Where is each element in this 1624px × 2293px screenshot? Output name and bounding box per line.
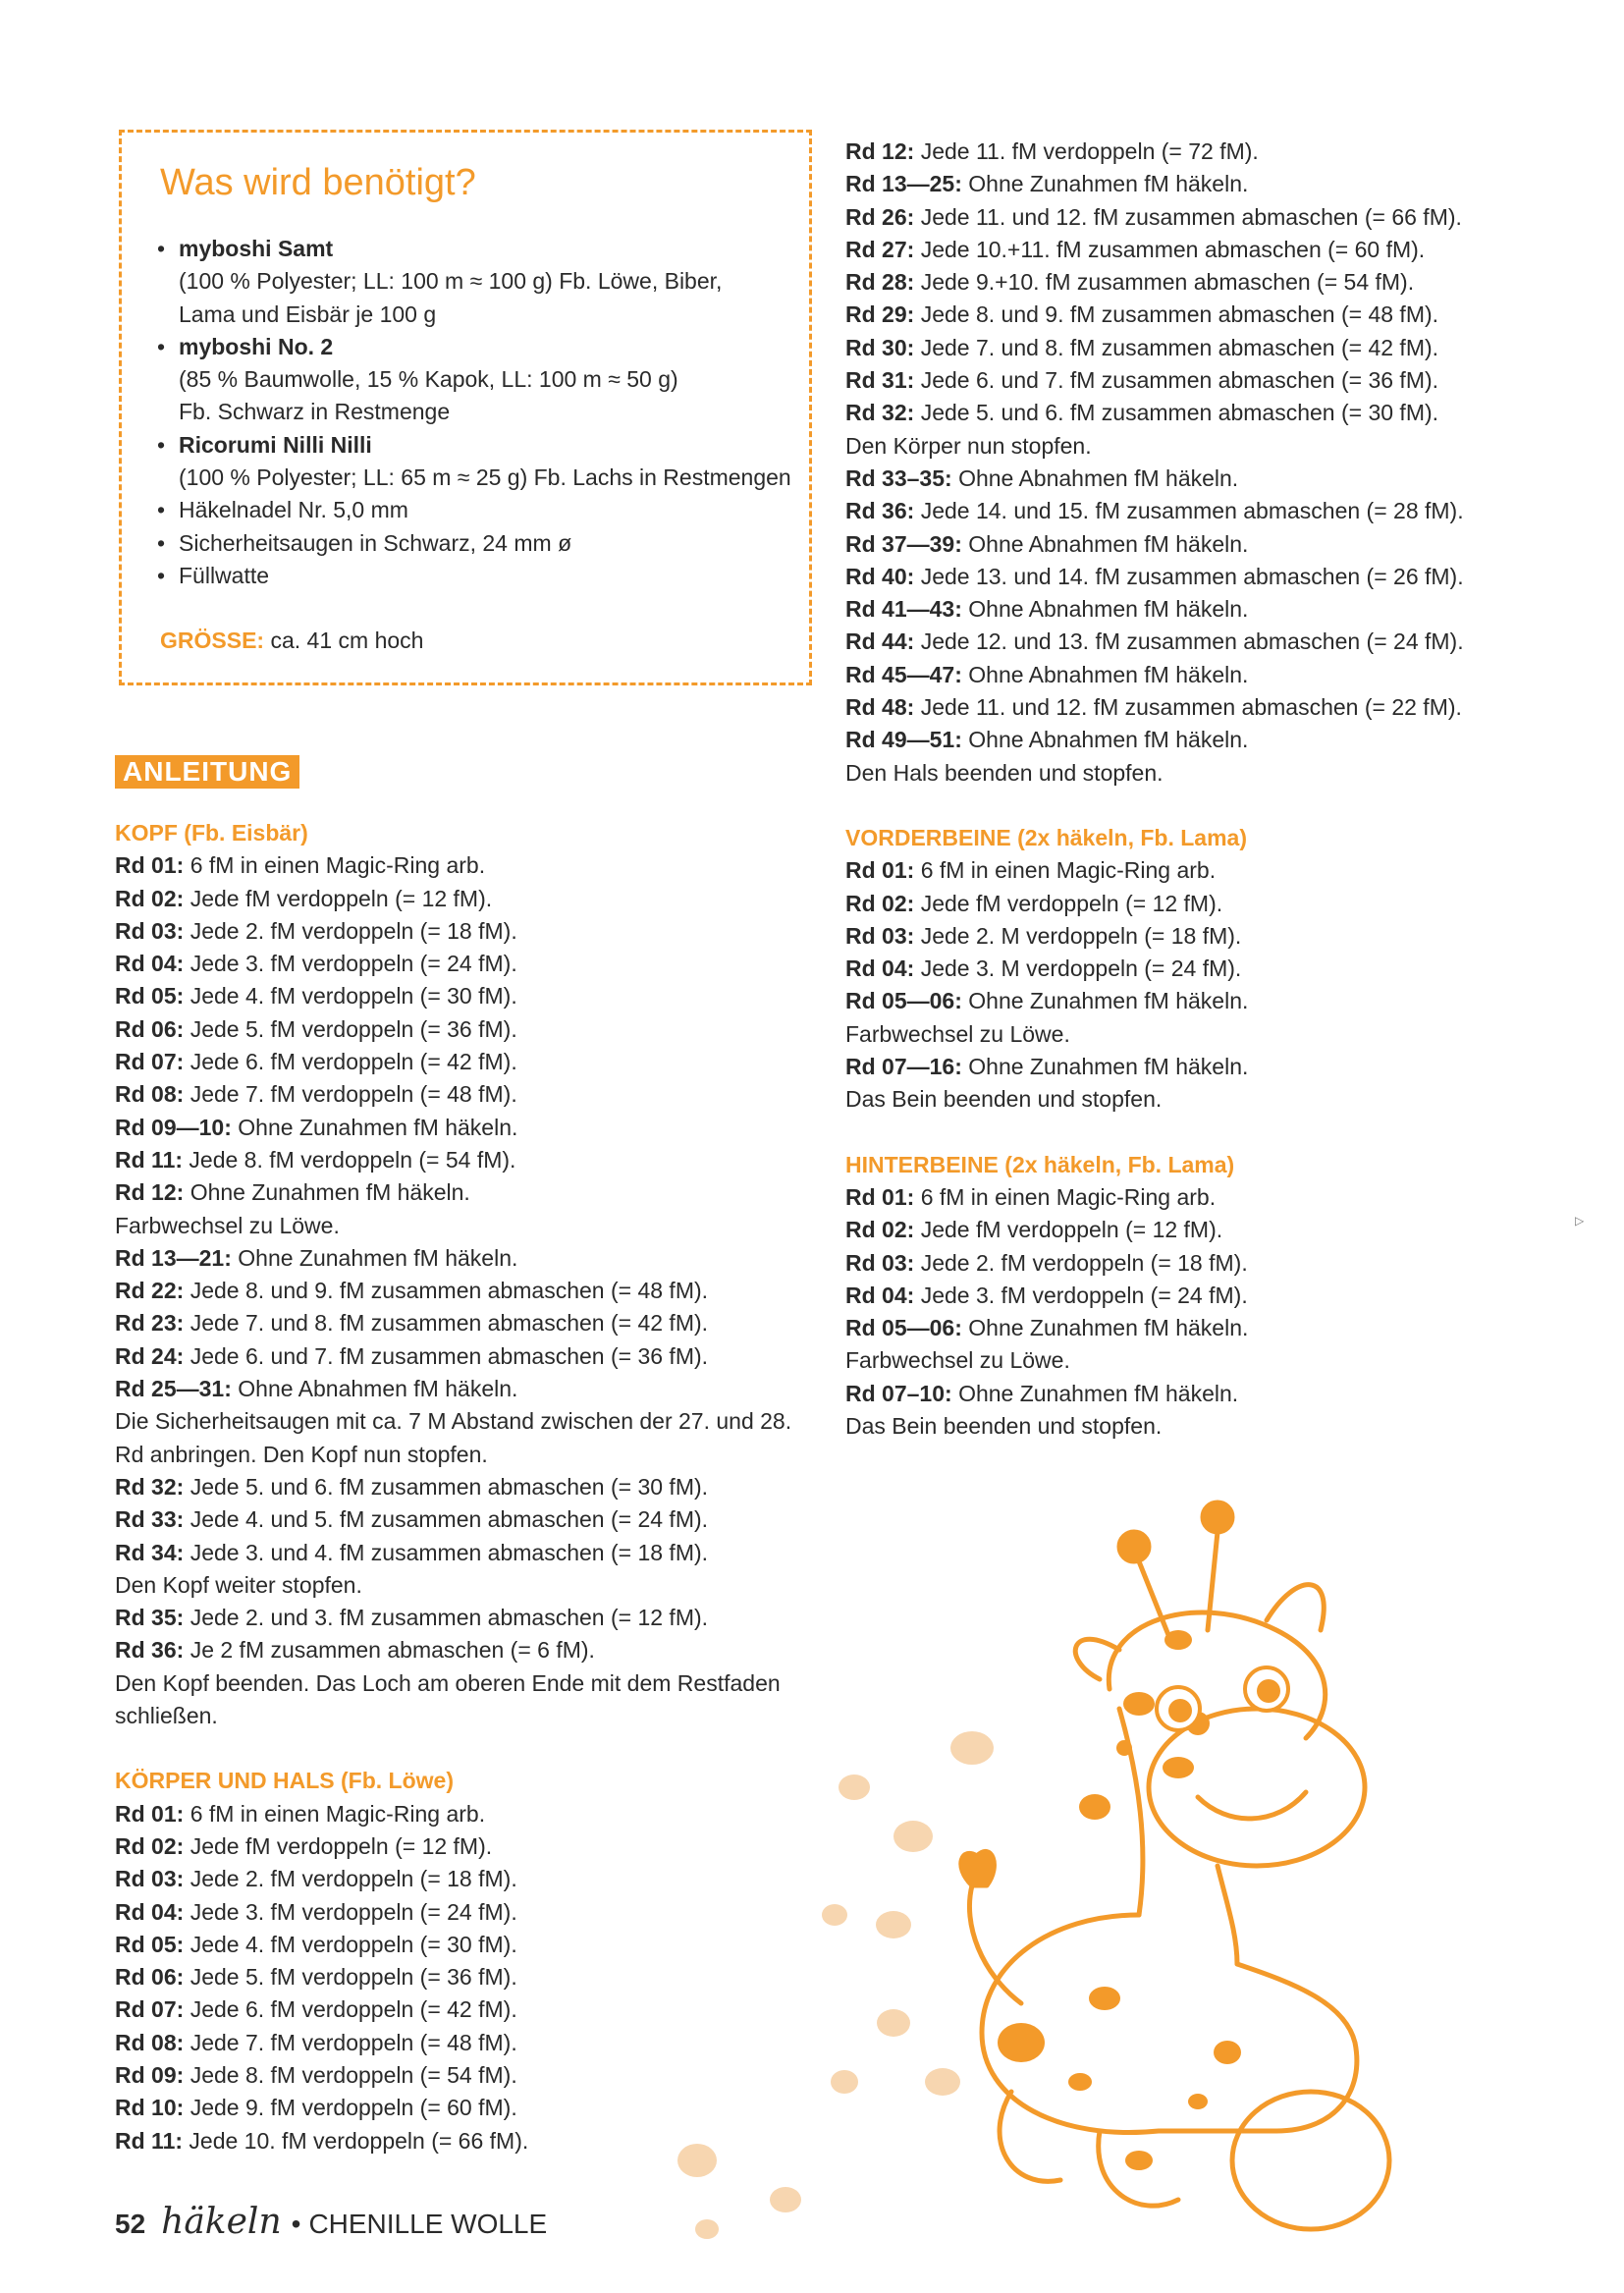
- round-text: Jede 8. fM verdoppeln (= 54 fM).: [189, 2061, 517, 2088]
- round-text: Jede 6. fM verdoppeln (= 42 fM).: [189, 1996, 517, 2023]
- round-label: Rd 44:: [845, 628, 915, 655]
- round-label: Rd 03:: [115, 917, 185, 944]
- round-instruction: [115, 1340, 802, 1373]
- round-label: Rd 12:: [115, 1179, 185, 1206]
- size-label: GRÖSSE:: [160, 628, 265, 653]
- round-text: 6 fM in einen Magic-Ring arb.: [189, 852, 486, 879]
- section-title: KÖRPER UND HALS (Fb. Löwe): [115, 1768, 454, 1794]
- giraffe-illustration: [589, 1453, 1473, 2259]
- round-instruction: [845, 985, 1474, 1017]
- round-text: Jede 8. und 9. fM zusammen abmaschen (= 48 fM).: [189, 1278, 709, 1304]
- round-text: Jede 7. und 8. fM zusammen abmaschen (= 42 fM).: [189, 1310, 709, 1337]
- round-label: Rd 04:: [115, 951, 185, 977]
- round-text: Ohne Abnahmen fM häkeln.: [968, 596, 1249, 623]
- magazine-brand: häkeln: [161, 2202, 282, 2242]
- round-text: Ohne Zunahmen fM häkeln.: [968, 1054, 1249, 1080]
- round-label: Rd 41—43:: [845, 596, 962, 623]
- round-instruction: [845, 691, 1474, 724]
- round-text: Jede 11. und 12. fM zusammen abmaschen (= 22 fM).: [920, 694, 1462, 721]
- round-text: Jede 10.+11. fM zusammen abmaschen (= 60 fM).: [920, 236, 1426, 262]
- round-instruction: [115, 948, 802, 980]
- round-label: Rd 48:: [845, 694, 915, 721]
- round-label: Rd 35:: [115, 1605, 185, 1631]
- material-detail: • Sicherheitsaugen in Schwarz, 24 mm ø: [179, 529, 572, 556]
- round-instruction: [115, 1307, 802, 1339]
- round-text: Jede 3. M verdoppeln (= 24 fM).: [920, 955, 1242, 982]
- round-instruction: [845, 266, 1474, 299]
- instruction-text: Rd anbringen. Den Kopf nun stopfen.: [115, 1441, 488, 1467]
- round-label: Rd 22:: [115, 1278, 185, 1304]
- round-text: Jede 5. und 6. fM zusammen abmaschen (= 30 fM).: [189, 1473, 709, 1500]
- round-text: Jede 13. und 14. fM zusammen abmaschen (= 26 fM).: [920, 563, 1464, 589]
- round-label: Rd 11:: [115, 2127, 184, 2154]
- page-footer: [115, 2202, 548, 2242]
- round-text: Jede 3. fM verdoppeln (= 24 fM).: [920, 1282, 1248, 1308]
- round-label: Rd 12:: [845, 138, 915, 164]
- material-item: [157, 560, 795, 592]
- instruction-text: Den Körper nun stopfen.: [845, 432, 1092, 459]
- round-label: Rd 01:: [115, 1800, 185, 1827]
- round-label: Rd 13—21:: [115, 1244, 232, 1271]
- round-text: Jede 7. und 8. fM zusammen abmaschen (= 42 fM).: [920, 334, 1439, 360]
- round-label: Rd 31:: [845, 367, 915, 394]
- round-label: Rd 33:: [115, 1506, 185, 1533]
- round-text: Jede 6. und 7. fM zusammen abmaschen (= 36 fM).: [189, 1342, 709, 1369]
- instruction-text: schließen.: [115, 1703, 218, 1729]
- material-detail: Fb. Schwarz in Restmenge: [179, 399, 451, 425]
- round-instruction: [115, 1144, 802, 1176]
- round-text: Jede 8. und 9. fM zusammen abmaschen (= 48 fM).: [920, 301, 1439, 328]
- round-text: Ohne Zunahmen fM häkeln.: [958, 1380, 1239, 1406]
- round-text: Jede 2. M verdoppeln (= 18 fM).: [920, 922, 1242, 949]
- anleitung-badge: ANLEITUNG: [115, 755, 299, 789]
- round-label: Rd 45—47:: [845, 661, 962, 687]
- instruction-text: Das Bein beenden und stopfen.: [845, 1086, 1163, 1113]
- round-label: Rd 11:: [115, 1146, 184, 1173]
- round-text: Ohne Zunahmen fM häkeln.: [968, 171, 1249, 197]
- round-label: Rd 01:: [845, 857, 915, 884]
- material-item: [157, 527, 795, 560]
- round-label: Rd 09—10:: [115, 1114, 232, 1140]
- round-text: Jede 6. und 7. fM zusammen abmaschen (= 36 fM).: [920, 367, 1439, 394]
- round-label: Rd 25—31:: [115, 1376, 232, 1402]
- round-text: Ohne Abnahmen fM häkeln.: [968, 530, 1249, 557]
- round-instruction: [845, 201, 1474, 234]
- round-label: Rd 01:: [845, 1183, 915, 1210]
- round-text: Jede 8. fM verdoppeln (= 54 fM).: [189, 1146, 516, 1173]
- round-instruction: [845, 724, 1474, 756]
- round-label: Rd 10:: [115, 2095, 185, 2121]
- page-number: 52: [115, 2209, 146, 2239]
- round-instruction: [115, 1242, 802, 1275]
- round-label: Rd 37—39:: [845, 530, 962, 557]
- round-label: Rd 05:: [115, 1931, 185, 1957]
- round-text: Jede 6. fM verdoppeln (= 42 fM).: [189, 1049, 517, 1075]
- material-name: • myboshi No. 2: [179, 333, 334, 359]
- round-text: Ohne Abnahmen fM häkeln.: [968, 727, 1249, 753]
- round-instruction: [845, 463, 1474, 495]
- section-title: KOPF (Fb. Eisbär): [115, 820, 308, 846]
- round-text: Jede fM verdoppeln (= 12 fM).: [189, 885, 493, 911]
- round-instruction: [845, 626, 1474, 658]
- round-label: Rd 03:: [845, 1249, 915, 1276]
- round-instruction: [845, 1051, 1474, 1083]
- round-text: 6 fM in einen Magic-Ring arb.: [189, 1800, 486, 1827]
- round-instruction: [115, 980, 802, 1012]
- round-text: Jede 4. fM verdoppeln (= 30 fM).: [189, 983, 517, 1010]
- round-text: Jede 2. fM verdoppeln (= 18 fM).: [189, 917, 517, 944]
- round-label: Rd 05:: [115, 983, 185, 1010]
- round-instruction: [115, 1176, 802, 1209]
- round-text: 6 fM in einen Magic-Ring arb.: [920, 857, 1217, 884]
- round-instruction: [845, 136, 1474, 168]
- round-instruction: [845, 397, 1474, 429]
- round-instruction: [115, 1078, 802, 1111]
- round-label: Rd 07:: [115, 1996, 185, 2023]
- round-instruction: [845, 920, 1474, 953]
- section-title: HINTERBEINE (2x häkeln, Fb. Lama): [845, 1151, 1235, 1177]
- round-instruction: [845, 854, 1474, 887]
- round-instruction: [845, 332, 1474, 364]
- round-instruction: [845, 888, 1474, 920]
- round-label: Rd 05—06:: [845, 1315, 962, 1341]
- round-label: Rd 02:: [115, 885, 185, 911]
- material-item: [157, 429, 795, 495]
- round-instruction: [845, 168, 1474, 200]
- round-text: Jede 2. fM verdoppeln (= 18 fM).: [920, 1249, 1248, 1276]
- round-label: Rd 08:: [115, 2029, 185, 2055]
- decorative-dots: [677, 1731, 994, 2239]
- round-instruction: [115, 1046, 802, 1078]
- round-text: Ohne Zunahmen fM häkeln.: [238, 1114, 518, 1140]
- round-text: Jede 5. fM verdoppeln (= 36 fM).: [189, 1964, 517, 1991]
- round-instruction: [845, 495, 1474, 527]
- round-text: Ohne Zunahmen fM häkeln.: [238, 1244, 518, 1271]
- round-text: Jede fM verdoppeln (= 12 fM).: [920, 890, 1223, 916]
- round-label: Rd 01:: [115, 852, 185, 879]
- round-text: Jede 4. fM verdoppeln (= 30 fM).: [189, 1931, 517, 1957]
- round-text: Jede 3. fM verdoppeln (= 24 fM).: [189, 1898, 517, 1925]
- round-label: Rd 09:: [115, 2061, 185, 2088]
- round-instruction: [845, 299, 1474, 331]
- round-instruction: [115, 883, 802, 915]
- round-instruction: [845, 1378, 1474, 1410]
- round-instruction: [845, 1247, 1474, 1280]
- round-text: Jede 12. und 13. fM zusammen abmaschen (= 24 fM).: [920, 628, 1464, 655]
- round-label: Rd 05—06:: [845, 988, 962, 1014]
- round-text: Ohne Abnahmen fM häkeln.: [968, 661, 1249, 687]
- round-label: Rd 36:: [115, 1637, 185, 1664]
- round-label: Rd 02:: [845, 890, 915, 916]
- round-instruction: [115, 915, 802, 948]
- instruction-text: Farbwechsel zu Löwe.: [115, 1212, 340, 1238]
- round-text: Jede 11. und 12. fM zusammen abmaschen (= 66 fM).: [920, 203, 1462, 230]
- round-label: Rd 32:: [115, 1473, 185, 1500]
- round-text: Jede 7. fM verdoppeln (= 48 fM).: [189, 1081, 517, 1108]
- material-detail: (100 % Polyester; LL: 100 m ≈ 100 g) Fb. Löwe, Biber,: [179, 268, 723, 295]
- round-label: Rd 03:: [845, 922, 915, 949]
- round-label: Rd 27:: [845, 236, 915, 262]
- round-instruction: [115, 1373, 802, 1405]
- round-text: Jede fM verdoppeln (= 12 fM).: [920, 1217, 1223, 1243]
- size-info: [160, 625, 423, 657]
- round-instruction: [845, 1280, 1474, 1312]
- round-text: Jede 5. fM verdoppeln (= 36 fM).: [189, 1015, 517, 1042]
- instruction-text: Den Hals beenden und stopfen.: [845, 759, 1164, 786]
- round-text: Ohne Abnahmen fM häkeln.: [958, 464, 1239, 491]
- round-instruction: [845, 528, 1474, 561]
- round-text: Jede 2. fM verdoppeln (= 18 fM).: [189, 1866, 517, 1892]
- round-text: Jede 14. und 15. fM zusammen abmaschen (= 28 fM).: [920, 498, 1464, 524]
- size-value: ca. 41 cm hoch: [270, 628, 424, 653]
- round-text: Jede 3. und 4. fM zusammen abmaschen (= 18 fM).: [189, 1539, 709, 1565]
- round-label: Rd 34:: [115, 1539, 185, 1565]
- round-text: 6 fM in einen Magic-Ring arb.: [920, 1183, 1217, 1210]
- round-text: Jede 2. und 3. fM zusammen abmaschen (= 12 fM).: [189, 1605, 709, 1631]
- round-label: Rd 13—25:: [845, 171, 962, 197]
- round-text: Jede 10. fM verdoppeln (= 66 fM).: [189, 2127, 529, 2154]
- round-label: Rd 04:: [115, 1898, 185, 1925]
- round-label: Rd 04:: [845, 955, 915, 982]
- round-text: Ohne Zunahmen fM häkeln.: [968, 988, 1249, 1014]
- round-text: Ohne Abnahmen fM häkeln.: [238, 1376, 518, 1402]
- round-label: Rd 07–10:: [845, 1380, 952, 1406]
- material-detail: • Füllwatte: [179, 562, 270, 588]
- footer-separator: •: [291, 2209, 301, 2239]
- materials-list: [157, 233, 795, 592]
- section-gap: [845, 1117, 1474, 1149]
- round-instruction: [845, 1181, 1474, 1214]
- round-instruction: [115, 849, 802, 882]
- round-label: Rd 32:: [845, 400, 915, 426]
- round-text: Je 2 fM zusammen abmaschen (= 6 fM).: [189, 1637, 595, 1664]
- material-name: • myboshi Samt: [179, 236, 334, 261]
- round-instruction: [845, 1312, 1474, 1344]
- material-item: [157, 233, 795, 331]
- instruction-text: Farbwechsel zu Löwe.: [845, 1347, 1070, 1374]
- instruction-text: Den Kopf beenden. Das Loch am oberen Ende mit dem Restfaden: [115, 1669, 781, 1696]
- round-label: Rd 06:: [115, 1964, 185, 1991]
- round-instruction: [845, 364, 1474, 397]
- round-instruction: [115, 1013, 802, 1046]
- round-label: Rd 08:: [115, 1081, 185, 1108]
- round-label: Rd 49—51:: [845, 727, 962, 753]
- round-instruction: [115, 1112, 802, 1144]
- material-detail: (85 % Baumwolle, 15 % Kapok, LL: 100 m ≈ 50 g): [179, 366, 678, 393]
- round-instruction: [115, 1275, 802, 1307]
- mouse-cursor-icon: ▷: [1575, 1214, 1585, 1228]
- material-item: [157, 494, 795, 526]
- round-text: Ohne Zunahmen fM häkeln.: [189, 1179, 470, 1206]
- round-text: Jede 7. fM verdoppeln (= 48 fM).: [189, 2029, 517, 2055]
- instruction-text: Die Sicherheitsaugen mit ca. 7 M Abstand zwischen der 27. und 28.: [115, 1408, 792, 1435]
- round-label: Rd 30:: [845, 334, 915, 360]
- round-label: Rd 04:: [845, 1282, 915, 1308]
- section-title: VORDERBEINE (2x häkeln, Fb. Lama): [845, 824, 1247, 850]
- round-text: Jede fM verdoppeln (= 12 fM).: [189, 1832, 493, 1859]
- instructions-right-column: [845, 136, 1474, 1443]
- round-instruction: [845, 659, 1474, 691]
- round-label: Rd 33–35:: [845, 464, 952, 491]
- round-text: Jede 5. und 6. fM zusammen abmaschen (= 30 fM).: [920, 400, 1439, 426]
- round-instruction: [845, 1214, 1474, 1246]
- round-label: Rd 23:: [115, 1310, 185, 1337]
- round-label: Rd 07:: [115, 1049, 185, 1075]
- instruction-text: Den Kopf weiter stopfen.: [115, 1571, 362, 1598]
- material-item: [157, 331, 795, 429]
- round-label: Rd 28:: [845, 269, 915, 296]
- round-text: Ohne Zunahmen fM häkeln.: [968, 1315, 1249, 1341]
- round-label: Rd 24:: [115, 1342, 185, 1369]
- round-instruction: [845, 234, 1474, 266]
- instruction-text: Farbwechsel zu Löwe.: [845, 1020, 1070, 1047]
- material-detail: • Häkelnadel Nr. 5,0 mm: [179, 497, 408, 523]
- round-instruction: [845, 561, 1474, 593]
- round-label: Rd 07—16:: [845, 1054, 962, 1080]
- round-text: Jede 3. fM verdoppeln (= 24 fM).: [189, 951, 517, 977]
- round-label: Rd 29:: [845, 301, 915, 328]
- round-instruction: [845, 593, 1474, 626]
- round-text: Jede 9. fM verdoppeln (= 60 fM).: [189, 2095, 517, 2121]
- round-label: Rd 26:: [845, 203, 915, 230]
- section-gap: [845, 790, 1474, 822]
- instruction-text: Das Bein beenden und stopfen.: [845, 1412, 1163, 1439]
- round-label: Rd 40:: [845, 563, 915, 589]
- round-label: Rd 02:: [115, 1832, 185, 1859]
- round-instruction: [845, 953, 1474, 985]
- round-label: Rd 03:: [115, 1866, 185, 1892]
- round-label: Rd 06:: [115, 1015, 185, 1042]
- round-text: Jede 9.+10. fM zusammen abmaschen (= 54 fM).: [920, 269, 1415, 296]
- material-detail: Lama und Eisbär je 100 g: [179, 300, 437, 327]
- materials-title: Was wird benötigt?: [160, 162, 476, 203]
- material-name: • Ricorumi Nilli Nilli: [179, 431, 372, 458]
- round-label: Rd 36:: [845, 498, 915, 524]
- round-text: Jede 11. fM verdoppeln (= 72 fM).: [920, 138, 1259, 164]
- round-text: Jede 4. und 5. fM zusammen abmaschen (= 24 fM).: [189, 1506, 709, 1533]
- footer-section: CHENILLE WOLLE: [308, 2209, 548, 2239]
- round-label: Rd 02:: [845, 1217, 915, 1243]
- material-detail: (100 % Polyester; LL: 65 m ≈ 25 g) Fb. Lachs in Restmengen: [179, 464, 791, 491]
